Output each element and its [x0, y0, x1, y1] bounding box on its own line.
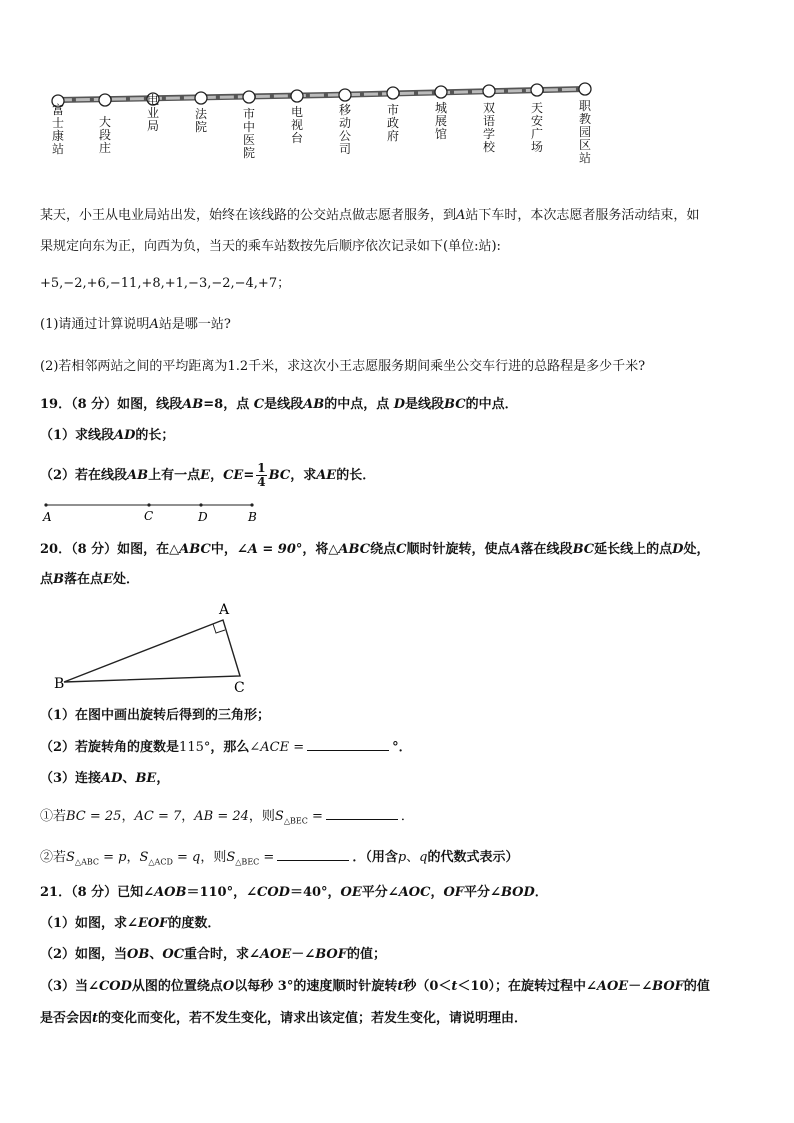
- point-label-a: A: [43, 510, 52, 524]
- answer-blank[interactable]: [326, 807, 398, 820]
- station-label: 移 动 公 司: [338, 103, 351, 156]
- vertex-label-a: A: [219, 602, 230, 618]
- q19-sub2: （2）若在线段AB上有一点E，CE= $\frac{1}{4}$ BC，求AE的长．: [40, 461, 376, 489]
- fraction-one-quarter: $\frac{1}{4}$: [257, 461, 266, 489]
- q19-segment-figure: [40, 500, 270, 526]
- q20-case1: ①若BC = 25，AC = 7，AB = 24，则$S_{\triangle BEC}$ = ．: [40, 809, 414, 826]
- q20-sub2: （2）若旋转角的度数是115°，那么∠ACE = °．: [40, 740, 412, 755]
- station-label: 市 政 府: [386, 103, 399, 143]
- station-label: 法 院: [194, 107, 207, 134]
- answer-blank[interactable]: [307, 738, 389, 751]
- q19-stem: 19．（8 分）如图，线段AB=8，点 C是线段AB的中点，点 D是线段BC的中点．: [40, 397, 518, 412]
- q18-paragraph-line2: 果规定向东为正，向西为负，当天的乘车站数按先后顺序依次记录如下(单位:站):: [40, 239, 501, 254]
- station-label: 城 展 馆: [434, 101, 447, 141]
- station-label: 电 视 台: [290, 105, 303, 145]
- vertex-label-b: B: [54, 676, 65, 692]
- bus-route-diagram: [40, 80, 600, 180]
- q20-case2: ②若$S_{\triangle ABC} = p$，$S_{\triangle ACD} = q$，则$S_{\triangle BEC}$ = ．（用含p、q的代数式表示）: [40, 850, 519, 867]
- q21-stem: 21．（8 分）已知∠AOB＝110°，∠COD＝40°，OE平分∠AOC，OF平分∠BOD．: [40, 885, 548, 900]
- station-label: 职 教 园 区 站: [578, 99, 591, 165]
- point-label-d: D: [198, 510, 208, 524]
- q20-triangle-figure: [50, 598, 260, 696]
- station-label: 大 段 庄: [98, 115, 111, 155]
- q18-sub2: (2)若相邻两站之间的平均距离为1.2千米，求这次小王志愿服务期间乘坐公交车行进的总路程是多少千米?: [40, 359, 646, 374]
- point-label-c: C: [144, 509, 154, 523]
- station-label: 市 中 医 院: [242, 107, 255, 160]
- station-label: 双 语 学 校: [482, 101, 495, 154]
- point-label-b: B: [248, 510, 257, 524]
- q18-paragraph-line1: 某天，小王从电业局站出发，始终在该线路的公交站点做志愿者服务，到A站下车时，本次志愿者服务活动结束，如: [40, 208, 700, 223]
- q18-record: +5,−2,+6,−11,+8,+1,−3,−2,−4,+7；: [40, 276, 291, 291]
- q19-sub1: （1）求线段AD的长；: [40, 428, 175, 443]
- q18-sub1: (1)请通过计算说明A站是哪一站?: [40, 317, 231, 332]
- vertex-label-c: C: [234, 680, 245, 696]
- q21-sub3-line1: （3）当∠COD从图的位置绕点O以每秒 3°的速度顺时针旋转t秒（0＜t＜10）；在旋转过程中∠AOE－∠BOF的值: [40, 979, 710, 994]
- route-line: [40, 80, 600, 110]
- answer-blank[interactable]: [277, 848, 349, 861]
- station-label: 天 安 广 场: [530, 101, 543, 154]
- q21-sub3-line2: 是否会因t的变化而变化，若不发生变化，请求出该定值；若发生变化，请说明理由．: [40, 1011, 528, 1026]
- q20-stem-line1: 20．（8 分）如图，在△ABC中，∠A = 90°，将△ABC绕点C顺时针旋转，使点A落在线段BC延长线上的点D处，: [40, 542, 710, 557]
- q21-sub2: （2）如图，当OB、OC重合时，求∠AOE－∠BOF的值；: [40, 947, 386, 962]
- station-label: 电 业 局: [146, 93, 159, 133]
- q20-sub3: （3）连接AD、BE，: [40, 771, 170, 786]
- station-label: 富 士 康 站: [51, 103, 64, 156]
- q20-stem-line2: 点B落在点E处．: [40, 572, 139, 587]
- q21-sub1: （1）如图，求∠EOF的度数．: [40, 916, 221, 931]
- q20-sub1: （1）在图中画出旋转后得到的三角形；: [40, 708, 271, 723]
